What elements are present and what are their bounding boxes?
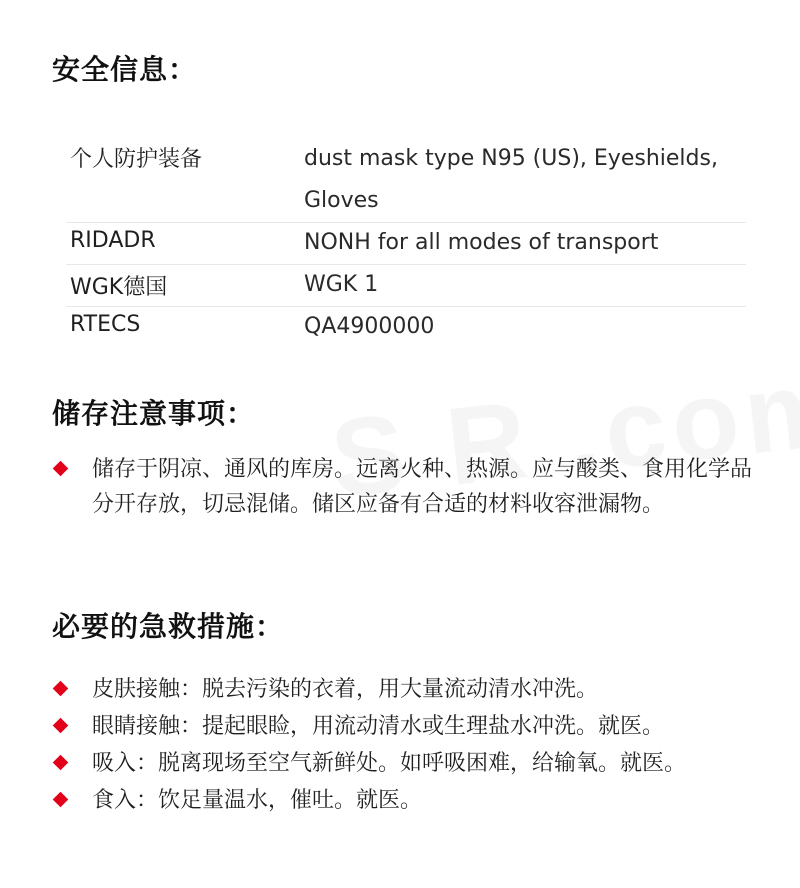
info-value: dust mask type N95 (US), Eyeshields, Gloves [304,146,718,213]
list-item [52,746,762,781]
red-diamond-icon [53,755,69,771]
red-diamond-icon [53,681,69,697]
list-item [52,672,762,707]
red-diamond-icon [53,718,69,734]
info-key: RTECS [70,312,141,337]
info-row-wgk [66,264,746,307]
safety-heading: 安全信息： [52,53,198,86]
first-aid-list [52,672,762,820]
list-item [52,709,762,744]
info-value: WGK 1 [304,272,379,297]
info-value: QA4900000 [304,314,435,339]
list-item-text: 食入：饮足量温水，催吐。就医。 [92,788,423,813]
first-aid-heading: 必要的急救措施： [52,610,285,643]
storage-heading: 储存注意事项： [52,397,256,430]
info-row-ridadr [66,222,746,265]
list-item-text: 皮肤接触：脱去污染的衣着，用大量流动清水冲洗。 [92,677,599,702]
red-diamond-icon [53,461,69,477]
info-row-rtecs [66,306,746,348]
storage-list [52,452,762,524]
info-key: RIDADR [70,228,156,253]
list-item [52,783,762,818]
list-item-text: 眼睛接触：提起眼睑，用流动清水或生理盐水冲洗。就医。 [92,714,665,739]
info-value: NONH for all modes of transport [304,230,659,255]
list-item-text: 储存于阴凉、通风的库房。远离火种、热源。应与酸类、食用化学品分开存放，切忌混储。储区应备有合适的材料收容泄漏物。 [92,457,753,517]
list-item-text: 吸入：脱离现场至空气新鲜处。如呼吸困难，给输氧。就医。 [92,751,687,776]
info-key: WGK德国 [70,275,168,300]
info-key: 个人防护装备 [70,147,203,172]
list-item [52,452,762,522]
red-diamond-icon [53,792,69,808]
info-row-ppe [66,138,746,223]
